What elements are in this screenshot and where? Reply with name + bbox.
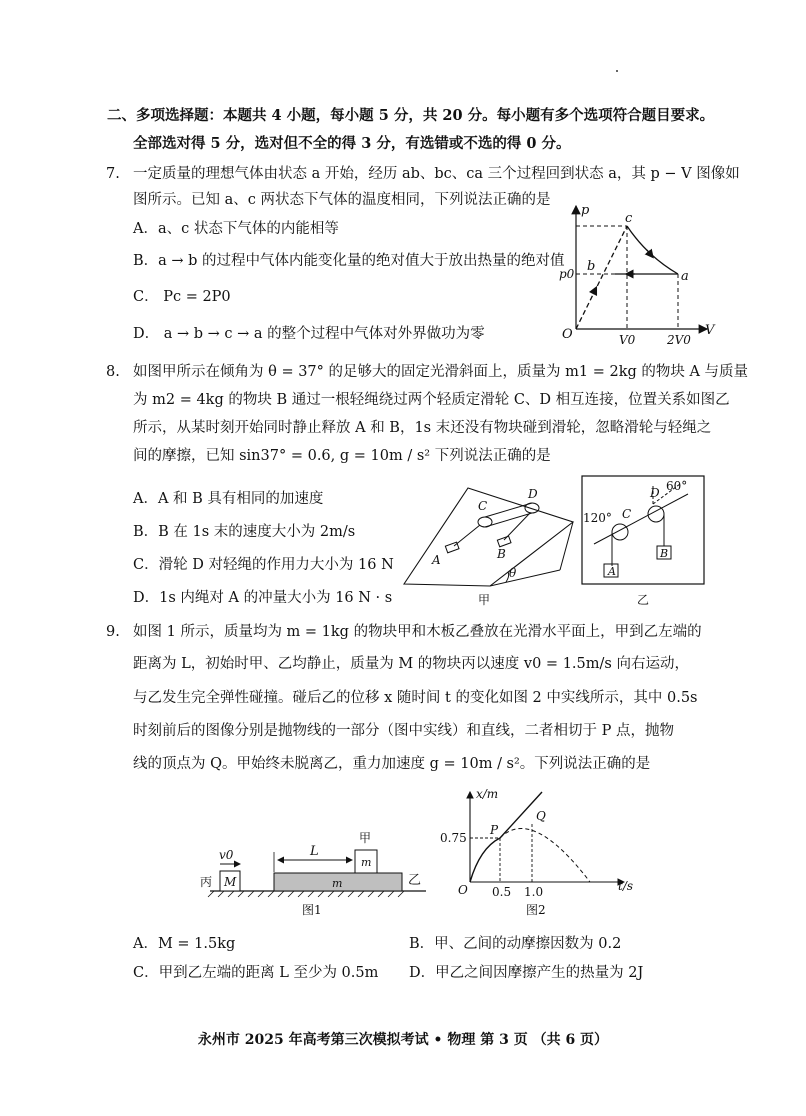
q7-option-a[interactable]: A．a、c 状态下气体的内能相等 (133, 221, 339, 237)
q7-stem-line2: 图所示。已知 a、c 两状态下气体的温度相同，下列说法正确的是 (133, 192, 551, 208)
q9-fig2-t10-label: 1.0 (524, 885, 544, 899)
q7-axis-p-label: p (581, 203, 590, 218)
q8-option-d[interactable]: D．1s 内绳对 A 的冲量大小为 16 N · s (133, 590, 393, 606)
q9-fig2-caption: 图2 (526, 903, 546, 917)
q9-fig2-x-label: x/m (476, 787, 499, 801)
q8-jia-d-label: D (528, 487, 538, 501)
q9-fig1-yi-label: 乙 (408, 873, 422, 888)
q9-fig1-l-label: L (310, 844, 319, 859)
q8-figure-jia (398, 478, 578, 608)
q9-fig2-y075-label: 0.75 (440, 831, 467, 845)
q9-fig2-origin-label: O (458, 883, 468, 897)
q9-stem-line2: 距离为 L，初始时甲、乙均静止，质量为 M 的物块丙以速度 v0 = 1.5m/s 向右运动， (133, 656, 689, 672)
q9-fig2-p-label: P (490, 823, 499, 837)
q8-yi-angle120-label: 120° (583, 511, 612, 525)
q9-fig1-m-board-label: m (332, 877, 343, 890)
q7-option-b[interactable]: B．a → b 的过程中气体内能变化量的绝对值大于放出热量的绝对值 (133, 253, 565, 269)
q7-option-d[interactable]: D． a → b → c → a 的整个过程中气体对外界做功为零 (133, 326, 485, 342)
q9-stem-line4: 时刻前后的图像分别是抛物线的一部分（图中实线）和直线，二者相切于 P 点，抛物 (133, 723, 674, 739)
q9-fig1-jia-label: 甲 (359, 831, 372, 845)
q9-stem-line5: 线的顶点为 Q。甲始终未脱离乙，重力加速度 g = 10m / s²。下列说法正确的是 (133, 756, 651, 772)
q8-jia-theta-label: θ (509, 566, 517, 580)
q7-v0-label: V0 (619, 333, 636, 347)
q7-option-c[interactable]: C． Pc = 2P0 (133, 289, 231, 305)
q8-stem-line2: 为 m2 = 4kg 的物块 B 通过一根轻绳绕过两个轻质定滑轮 C、D 相互连接，位置关系如图乙 (133, 392, 730, 408)
q9-fig1-bing-label: 丙 (200, 875, 213, 889)
q9-option-a[interactable]: A．M = 1.5kg (133, 936, 236, 952)
q8-stem-line4: 间的摩擦，已知 sin37° = 0.6, g = 10m / s² 下列说法正确的是 (133, 448, 551, 464)
q9-fig1-M-label: M (224, 875, 237, 889)
q8-yi-d-label: D (650, 486, 660, 500)
q9-option-b[interactable]: B．甲、乙间的动摩擦因数为 0.2 (409, 936, 622, 952)
page-footer: 永州市 2025 年高考第三次模拟考试 • 物理 第 3 页 （共 6 页） (197, 1032, 609, 1048)
q8-yi-c-label: C (622, 507, 632, 521)
q8-stem-line3: 所示，从某时刻开始同时静止释放 A 和 B，1s 末还没有物块碰到滑轮，忽略滑轮与轻绳之 (133, 420, 712, 436)
q8-yi-angle60-label: 60° (666, 479, 688, 493)
q7-point-b-label: b (587, 259, 596, 274)
q9-figure-2 (440, 786, 645, 921)
q9-fig2-q-label: Q (536, 809, 546, 823)
q7-stem-line1: 一定质量的理想气体由状态 a 开始，经历 ab、bc、ca 三个过程回到状态 a，其 p − V 图像如 (133, 166, 740, 182)
q8-yi-b-label: B (660, 547, 669, 560)
q7-2v0-label: 2V0 (667, 333, 691, 347)
q7-pv-diagram (555, 198, 715, 346)
scan-speck (616, 70, 618, 72)
q9-fig2-t-label: t/s (618, 879, 634, 893)
q7-point-c-label: c (625, 211, 633, 226)
q8-figure-yi (580, 474, 710, 609)
q7-point-a-label: a (681, 269, 689, 284)
q7-axis-v-label: V (705, 323, 715, 338)
section-heading-line2: 全部选对得 5 分，选对但不全的得 3 分，有选错或不选的得 0 分。 (133, 135, 571, 152)
q8-jia-a-label: A (432, 553, 441, 567)
q8-option-c[interactable]: C．滑轮 D 对轻绳的作用力大小为 16 N (133, 557, 394, 573)
q8-number: 8. (106, 364, 120, 380)
q9-fig1-m-small-label: m (361, 856, 372, 869)
q8-jia-caption: 甲 (478, 593, 491, 607)
q9-fig1-caption: 图1 (302, 903, 322, 917)
q9-fig2-t05-label: 0.5 (492, 885, 512, 899)
q8-jia-c-label: C (478, 499, 488, 513)
q9-stem-line3: 与乙发生完全弹性碰撞。碰后乙的位移 x 随时间 t 的变化如图 2 中实线所示，其中 0.5s (133, 690, 698, 706)
q8-option-a[interactable]: A．A 和 B 具有相同的加速度 (133, 491, 324, 507)
q9-stem-line1: 如图 1 所示，质量均为 m = 1kg 的物块甲和木板乙叠放在光滑水平面上，甲到乙左端的 (133, 624, 702, 640)
q9-fig1-v0-label: v0 (219, 848, 234, 862)
section-heading-line1: 二、多项选择题：本题共 4 小题，每小题 5 分，共 20 分。每小题有多个选项符合题目要求。 (107, 107, 715, 124)
q7-p0-label: p0 (559, 267, 575, 281)
q8-option-b[interactable]: B．B 在 1s 末的速度大小为 2m/s (133, 524, 356, 540)
q7-number: 7. (106, 166, 120, 182)
q7-origin-label: O (562, 327, 573, 342)
q8-stem-line1: 如图甲所示在倾角为 θ = 37° 的足够大的固定光滑斜面上，质量为 m1 = 2kg 的物块 A 与质量 (133, 364, 749, 380)
q9-option-d[interactable]: D．甲乙之间因摩擦产生的热量为 2J (409, 965, 644, 981)
q8-yi-caption: 乙 (637, 593, 650, 607)
q9-option-c[interactable]: C．甲到乙左端的距离 L 至少为 0.5m (133, 965, 379, 981)
q8-jia-b-label: B (497, 547, 506, 561)
q9-number: 9. (106, 624, 120, 640)
q9-figure-1 (196, 826, 436, 926)
q8-yi-a-label: A (608, 565, 616, 578)
